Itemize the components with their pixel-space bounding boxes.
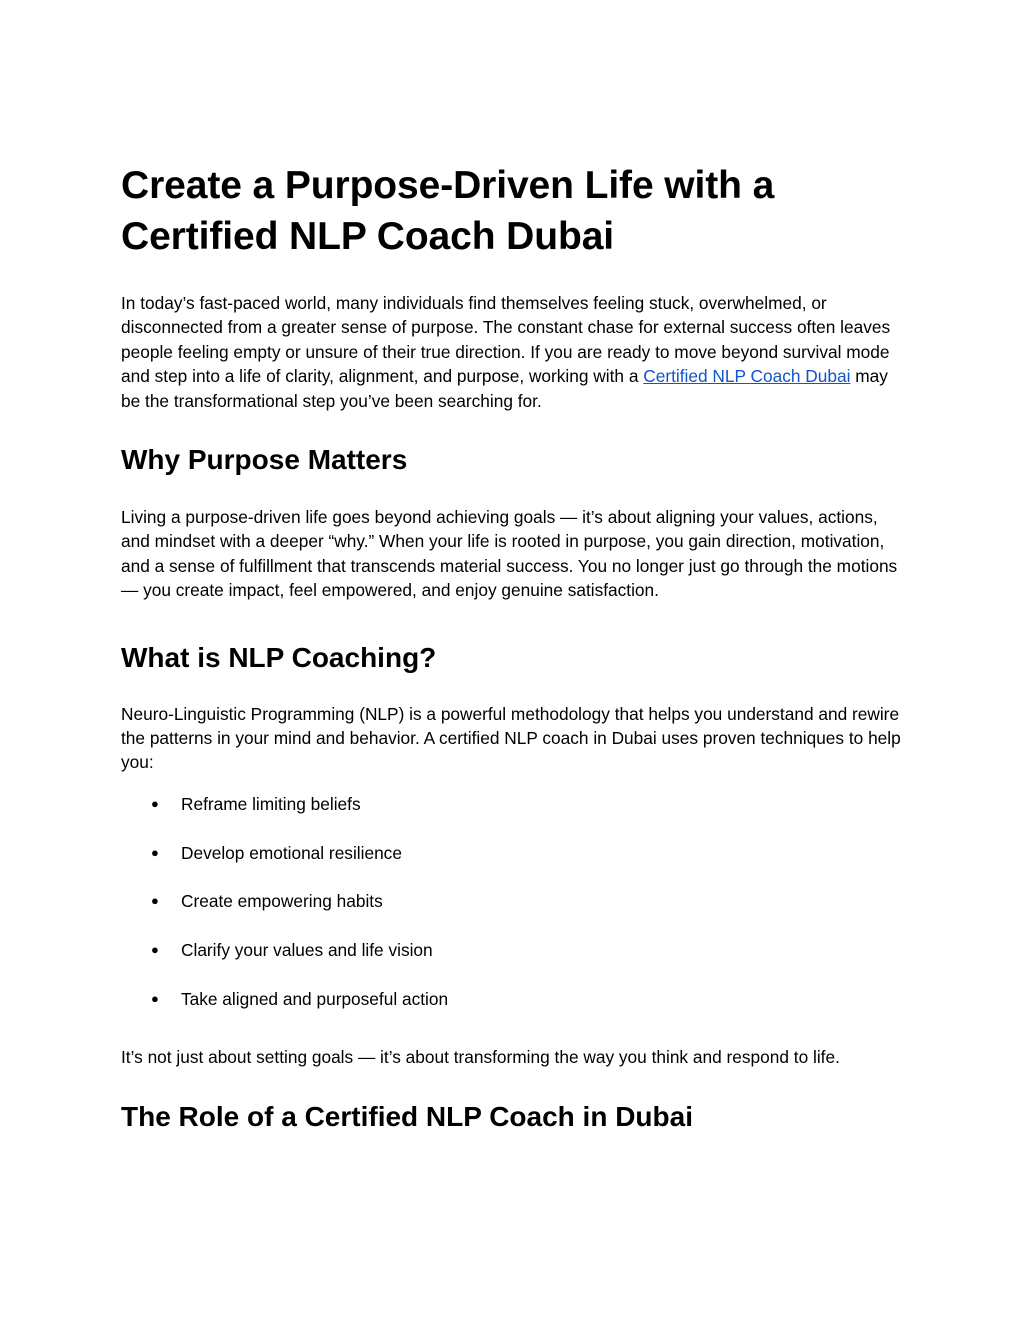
nlp-benefits-list bbox=[121, 792, 904, 1011]
closing-paragraph: It’s not just about setting goals — it’s about transforming the way you think and respond to life. bbox=[121, 1047, 840, 1068]
list-item-text: Create empowering habits bbox=[181, 891, 383, 912]
bullet-icon: ● bbox=[151, 941, 159, 957]
list-item bbox=[151, 792, 904, 816]
intro-text-before-link: In today’s fast-paced world, many individuals find themselves feeling stuck, overwhelmed, or disconnected from a greater sense of purpose. The constant chase for external success often leaves people feeling empty or unsure of their true direction. If you are ready to move beyond survival mode and step into a life of clarity, alignment, and purpose, working with a bbox=[121, 293, 891, 387]
bullet-icon: ● bbox=[151, 844, 159, 860]
intro-paragraph bbox=[121, 291, 904, 413]
list-item-text: Reframe limiting beliefs bbox=[181, 793, 361, 814]
heading-why-purpose-matters: Why Purpose Matters bbox=[121, 444, 408, 476]
list-item-text: Clarify your values and life vision bbox=[181, 939, 433, 960]
page-title: Create a Purpose-Driven Life with a Certified NLP Coach Dubai bbox=[121, 164, 775, 258]
what-is-nlp-paragraph: Neuro-Linguistic Programming (NLP) is a powerful methodology that helps you understand and rewire the patterns in your mind and behavior. A certified NLP coach in Dubai uses proven techniques to help you: bbox=[121, 703, 901, 773]
bullet-icon: ● bbox=[151, 795, 159, 811]
list-item-text: Develop emotional resilience bbox=[181, 842, 402, 863]
intro-text-after-link: may be the transformational step you’ve been searching for. bbox=[121, 366, 888, 411]
heading-role-of-certified-nlp-coach: The Role of a Certified NLP Coach in Dubai bbox=[121, 1100, 693, 1132]
bullet-icon: ● bbox=[151, 990, 159, 1006]
list-item-text: Take aligned and purposeful action bbox=[181, 988, 449, 1009]
bullet-icon: ● bbox=[151, 893, 159, 909]
list-item bbox=[151, 987, 904, 1011]
list-item bbox=[151, 841, 904, 865]
heading-what-is-nlp-coaching: What is NLP Coaching? bbox=[121, 641, 437, 673]
certified-nlp-coach-dubai-link[interactable]: Certified NLP Coach Dubai bbox=[643, 366, 851, 387]
why-purpose-paragraph: Living a purpose-driven life goes beyond achieving goals — it’s about aligning your values, actions, and mindset with a deeper “why.” When your life is rooted in purpose, you gain direction, motivation, and a sense of fulfillment that transcends material success. You no longer just go through the motions — you create impact, feel empowered, and enjoy genuine satisfaction. bbox=[121, 507, 898, 601]
list-item bbox=[151, 889, 904, 913]
list-item bbox=[151, 938, 904, 962]
